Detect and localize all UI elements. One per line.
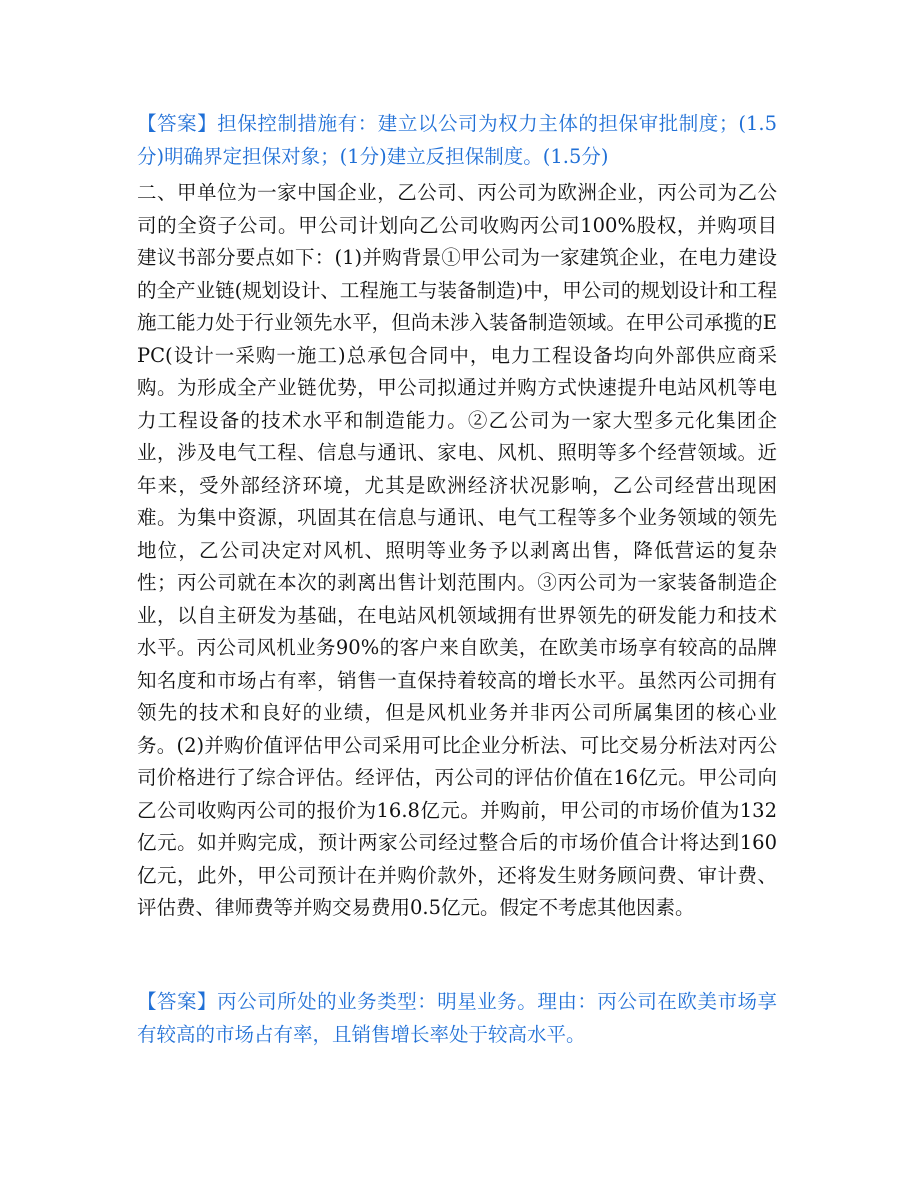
answer-1-text: 【答案】担保控制措施有：建立以公司为权力主体的担保审批制度；(1.5分)明确界定担保对象；(1分)建立反担保制度。(1.5分): [137, 112, 777, 168]
question-block-2: [137, 177, 777, 925]
answer-block-1: [137, 108, 777, 173]
answer-block-2: [137, 986, 777, 1051]
question-2-text: 二、甲单位为一家中国企业，乙公司、丙公司为欧洲企业，丙公司为乙公司的全资子公司。甲公司计划向乙公司收购丙公司100%股权，并购项目建议书部分要点如下：(1)并购背景①甲公司为一家建筑企业，在电力建设的全产业链(规划设计、工程施工与装备制造)中，甲公司的规划设计和工程施工能力处于行业领先水平，但尚未涉入装备制造领域。在甲公司承揽的EPC(设计一采购一施工)总承包合同中，电力工程设备均向外部供应商采购。为形成全产业链优势，甲公司拟通过并购方式快速提升电站风机等电力工程设备的技术水平和制造能力。②乙公司为一家大型多元化集团企业，涉及电气工程、信息与通讯、家电、风机、照明等多个经营领域。近年来，受外部经济环境，尤其是欧洲经济状况影响，乙公司经营出现困难。为集中资源，巩固其在信息与通讯、电气工程等多个业务领域的领先地位，乙公司决定对风机、照明等业务予以剥离出售，降低营运的复杂性；丙公司就在本次的剥离出售计划范围内。③丙公司为一家装备制造企业，以自主研发为基础，在电站风机领域拥有世界领先的研发能力和技术水平。丙公司风机业务90%的客户来自欧美，在欧美市场享有较高的品牌知名度和市场占有率，销售一直保持着较高的增长水平。虽然丙公司拥有领先的技术和良好的业绩，但是风机业务并非丙公司所属集团的核心业务。(2)并购价值评估甲公司采用可比企业分析法、可比交易分析法对丙公司价格进行了综合评估。经评估，丙公司的评估价值在16亿元。甲公司向乙公司收购丙公司的报价为16.8亿元。并购前，甲公司的市场价值为132亿元。如并购完成，预计两家公司经过整合后的市场价值合计将达到160亿元，此外，甲公司预计在并购价款外，还将发生财务顾问费、审计费、评估费、律师费等并购交易费用0.5亿元。假定不考虑其他因素。: [137, 181, 777, 919]
answer-2-text: 【答案】丙公司所处的业务类型：明星业务。理由：丙公司在欧美市场享有较高的市场占有率，且销售增长率处于较高水平。: [137, 990, 777, 1046]
